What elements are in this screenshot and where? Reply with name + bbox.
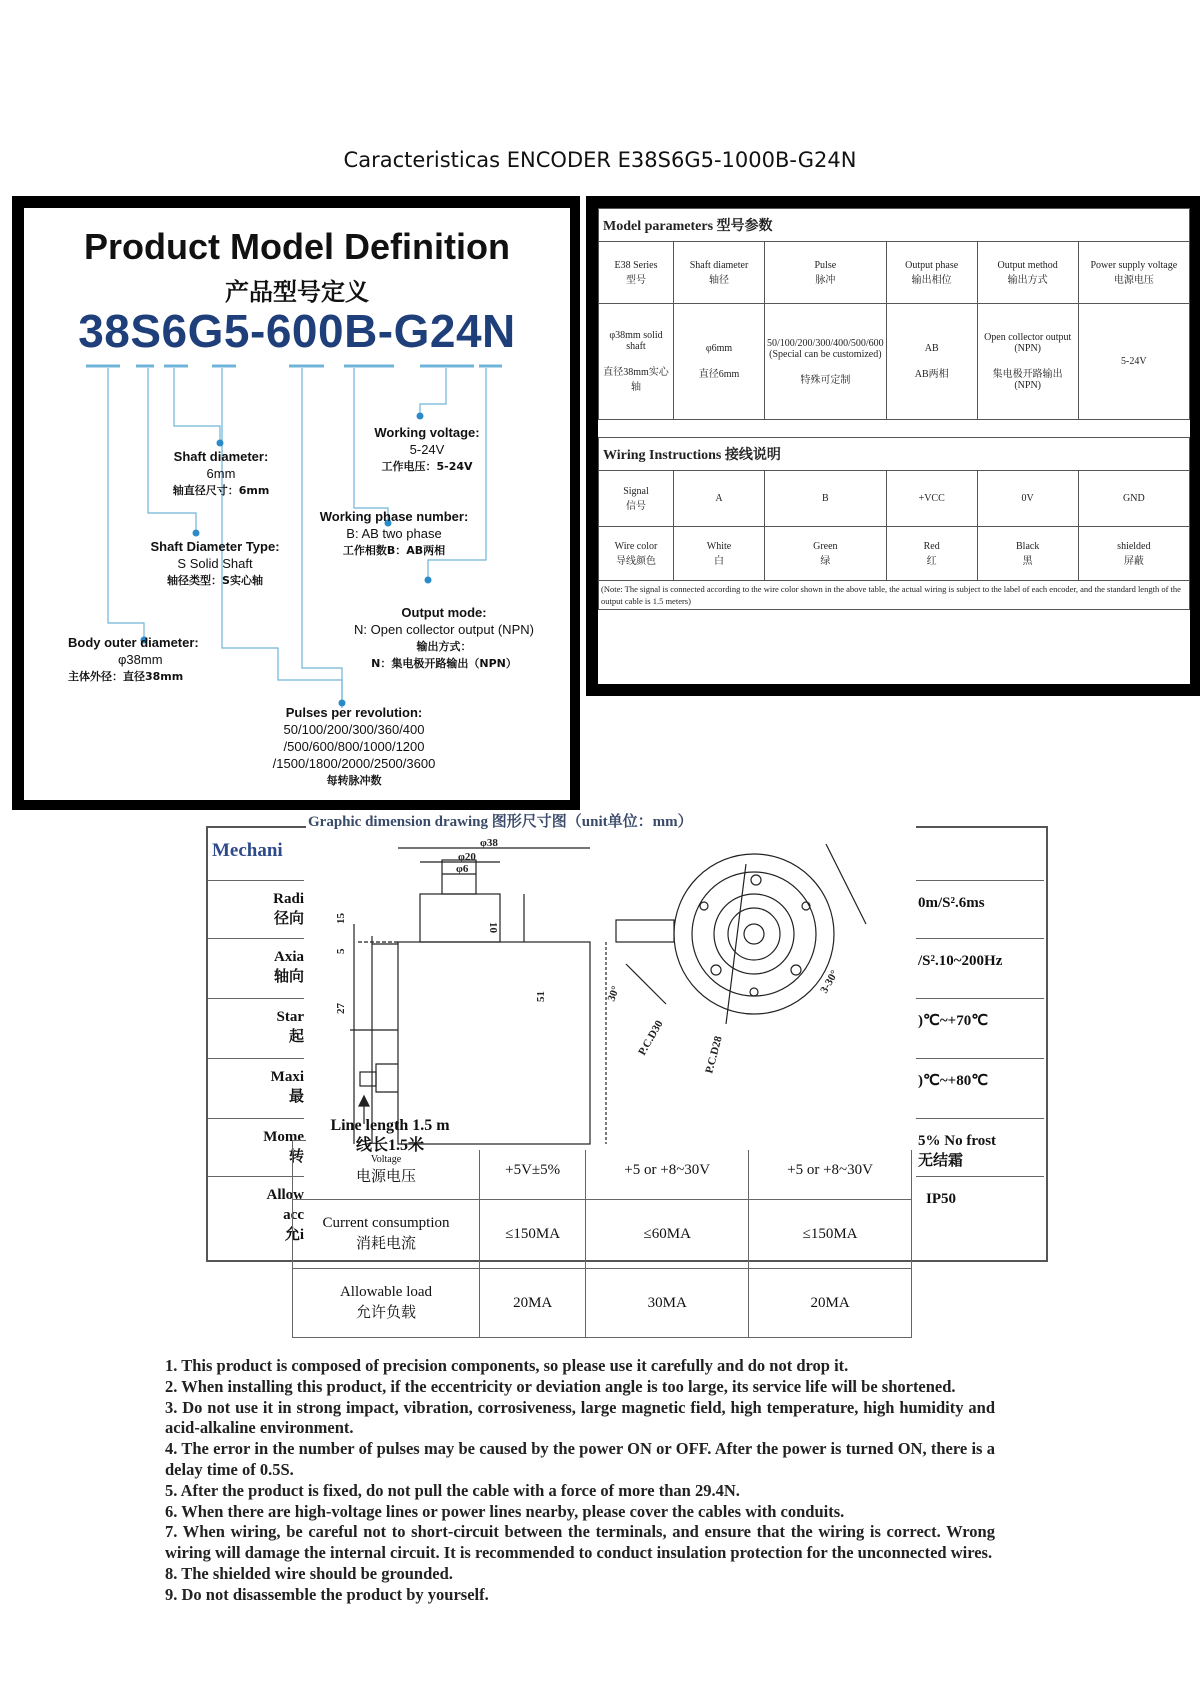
wiring-note: (Note: The signal is connected according to the wire color shown in the above table, the actual wiring is subject to the label of each encoder, and the standard length of the output cable is 1.5 meters) xyxy=(599,581,1190,610)
color-cell: White 白 xyxy=(674,527,765,581)
value-cell: 5-24V xyxy=(1078,304,1189,420)
model-code: 38S6G5-600B-G24N xyxy=(78,305,516,357)
mech-row-label: Star 起 xyxy=(208,998,304,1056)
elec-value-cell: +5 or +8~30V xyxy=(586,1141,749,1200)
mech-row-label: Maxi 最 xyxy=(208,1058,304,1116)
note-item: 8. The shielded wire should be grounded. xyxy=(165,1563,453,1583)
color-cell: Red 红 xyxy=(886,527,977,581)
mech-row-value: )℃~+80℃ xyxy=(916,1058,1044,1116)
note-item: 6. When there are high-voltage lines or power lines nearby, please cover the cables with conduits. xyxy=(165,1501,845,1521)
note-item: 7. When wiring, be careful not to short-circuit between the terminals, and ensure that the wiring is correct. Wrong wiring will damage the internal circuit. It is recommended to conduct insulation protection for the unconnected wires. xyxy=(165,1522,995,1563)
mech-row-value: /S².10~200Hz xyxy=(916,938,1044,996)
value-cell: 50/100/200/300/400/500/600 (Special can be customized) 特殊可定制 xyxy=(765,304,887,420)
elec-value-cell: +5 or +8~30V xyxy=(749,1141,912,1200)
elec-value-cell: ≤150MA xyxy=(480,1200,586,1269)
dim-pcd30: P.C.D30 xyxy=(636,1018,666,1058)
mech-ip-value: IP50 xyxy=(916,1176,1044,1256)
mech-row-value: 0m/S².6ms xyxy=(916,880,1044,938)
dim-b30: 3-30° xyxy=(818,968,841,996)
header-cell: Shaft diameter 轴径 xyxy=(674,242,765,304)
model-parameters-table xyxy=(598,208,1190,610)
elec-value-cell: 30MA xyxy=(586,1269,749,1338)
dimension-drawing-svg xyxy=(306,824,916,1150)
note-item: 3. Do not use it in strong impact, vibration, corrosiveness, large magnetic field, high temperature, high humidity and acid-alkaline environment. xyxy=(165,1397,995,1438)
shaft-diameter-label: Shaft diameter: 6mm 轴直径尺寸：6mm xyxy=(172,449,270,497)
note-item: 9. Do not disassemble the product by yourself. xyxy=(165,1584,489,1604)
elec-value-cell: ≤150MA xyxy=(749,1200,912,1269)
note-item: 4. The error in the number of pulses may be caused by the power ON or OFF. After the power is turned ON, there is a delay time of 0.5S. xyxy=(165,1439,995,1479)
header-cell: Power supply voltage 电源电压 xyxy=(1078,242,1189,304)
usage-notes xyxy=(165,1356,995,1606)
dim-a30: 30° xyxy=(605,984,623,1004)
model-params-heading: Model parameters 型号参数 xyxy=(599,209,1190,242)
shaft-type-label: Shaft Diameter Type: S Solid Shaft 轴径类型：S实心轴 xyxy=(150,539,280,587)
header-cell: Pulse 脉冲 xyxy=(765,242,887,304)
dim-h10: 10 xyxy=(487,922,499,933)
mech-row-label: Allow acc 允i xyxy=(208,1176,304,1256)
elec-value-cell: ≤60MA xyxy=(586,1200,749,1269)
dim-h51: 51 xyxy=(535,991,547,1002)
elec-value-cell: 20MA xyxy=(480,1269,586,1338)
signal-cell: B xyxy=(765,471,887,527)
dim-h27: 27 xyxy=(335,1003,347,1014)
wiring-heading: Wiring Instructions 接线说明 xyxy=(599,438,1190,471)
value-cell: AB AB两相 xyxy=(886,304,977,420)
value-cell: φ38mm solid shaft 直径38mm实心轴 xyxy=(599,304,674,420)
elec-label-cell: Voltage 电源电压 xyxy=(293,1141,480,1200)
value-cell: φ6mm 直径6mm xyxy=(674,304,765,420)
mech-row-value: 5% No frost 无结霜 xyxy=(916,1118,1044,1178)
value-cell: Open collector output (NPN) 集电极开路输出(NPN) xyxy=(977,304,1078,420)
pulses-label: Pulses per revolution: 50/100/200/300/360/400 /500/600/800/1000/1200 /1500/1800/2000/2500/3600 每转脉冲数 xyxy=(272,705,436,787)
working-phase-label: Working phase number: B: AB two phase 工作相数B：AB两相 xyxy=(319,509,469,557)
model-parameters-panel xyxy=(586,196,1200,696)
dim-d38: φ38 xyxy=(480,837,498,849)
dim-h15: 15 xyxy=(335,913,347,924)
color-label-cell: Wire color 导线颜色 xyxy=(599,527,674,581)
mech-row-label: Axia 轴向 xyxy=(208,938,304,996)
note-item: 5. After the product is fixed, do not pull the cable with a force of more than 29.4N. xyxy=(165,1480,740,1500)
output-mode-label: Output mode: N: Open collector output (NPN) 输出方式： N：集电极开路输出（NPN） xyxy=(354,605,534,670)
elec-label-cell: Current consumption 消耗电流 xyxy=(293,1200,480,1269)
electrical-table xyxy=(292,1140,912,1340)
header-cell: Output method 输出方式 xyxy=(977,242,1078,304)
signal-cell: A xyxy=(674,471,765,527)
mechanical-heading: Mechani xyxy=(212,840,283,861)
working-voltage-label: Working voltage: 5-24V 工作电压：5-24V xyxy=(374,425,480,473)
mech-row-label: Radi 径向 xyxy=(208,880,304,938)
body-diameter-label: Body outer diameter: φ38mm 主体外径：直径38mm xyxy=(68,635,199,683)
mech-row-label: Mome 转 xyxy=(208,1118,304,1176)
color-cell: Black 黑 xyxy=(977,527,1078,581)
color-cell: shielded 屏蔽 xyxy=(1078,527,1189,581)
dim-d20: φ20 xyxy=(458,851,476,863)
dim-pcd28: P.C.D28 xyxy=(703,1034,725,1075)
definition-heading-cn: 产品型号定义 xyxy=(225,278,369,306)
dim-h5: 5 xyxy=(335,948,347,954)
color-cell: Green 绿 xyxy=(765,527,887,581)
elec-label-cell: Allowable load 允许负载 xyxy=(293,1269,480,1338)
header-cell: Output phase 输出相位 xyxy=(886,242,977,304)
note-item: 1. This product is composed of precision components, so please use it carefully and do not drop it. xyxy=(165,1356,849,1375)
elec-value-cell: +5V±5% xyxy=(480,1141,586,1200)
definition-heading: Product Model Definition xyxy=(84,226,510,267)
note-item: 2. When installing this product, if the eccentricity or deviation angle is too large, its service life will be shortened. xyxy=(165,1376,956,1396)
signal-cell: +VCC xyxy=(886,471,977,527)
signal-label-cell: Signal 信号 xyxy=(599,471,674,527)
dimension-drawing xyxy=(306,824,916,1150)
line-length-label: Line length 1.5 m 线长1.5米 xyxy=(330,1117,450,1154)
elec-value-cell: 20MA xyxy=(749,1269,912,1338)
header-cell: E38 Series 型号 xyxy=(599,242,674,304)
mech-row-value: )℃~+70℃ xyxy=(916,998,1044,1056)
drawing-title: Graphic dimension drawing 图形尺寸图（unit单位：mm） xyxy=(308,814,693,830)
dim-d6: φ6 xyxy=(456,863,469,875)
signal-cell: 0V xyxy=(977,471,1078,527)
model-definition-panel xyxy=(12,196,580,810)
signal-cell: GND xyxy=(1078,471,1189,527)
page-title: Caracteristicas ENCODER E38S6G5-1000B-G24N xyxy=(343,148,857,172)
